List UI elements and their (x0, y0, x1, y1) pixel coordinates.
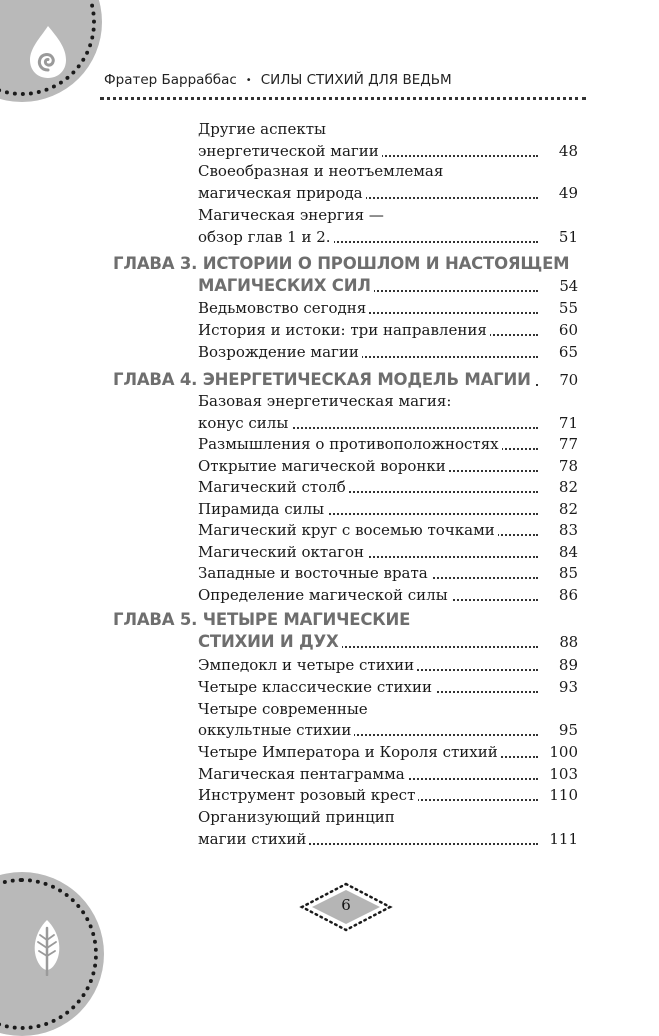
toc-page-number: 65 (542, 341, 578, 363)
toc-entry: Магический столб 82 (198, 478, 578, 496)
page-number: 6 (341, 896, 351, 914)
toc-entry: обзор глав 1 и 2. 51 (198, 228, 578, 246)
toc-page-number: 84 (542, 541, 578, 563)
toc-entry: Пирамида силы 82 (198, 500, 578, 518)
toc-entry: Магическая пентаграмма 103 (198, 765, 578, 783)
toc-page-number: 82 (542, 498, 578, 520)
toc-page-number: 110 (542, 784, 578, 806)
toc-page-number: 70 (542, 368, 578, 392)
toc-page-number: 85 (542, 562, 578, 584)
toc-page-number: 54 (542, 274, 578, 298)
chapter-heading: ГЛАВА 3. ИСТОРИИ О ПРОШЛОМ И НАСТОЯЩЕМ (113, 252, 578, 276)
toc-entry: История и истоки: три направления 60 (198, 321, 578, 339)
toc-entry: Открытие магической воронки 78 (198, 457, 578, 475)
running-head-separator: • (245, 75, 252, 86)
chapter-heading: ГЛАВА 5. ЧЕТЫРЕ МАГИЧЕСКИЕ (113, 608, 578, 632)
toc-entry: энергетической магии 48 (198, 142, 578, 160)
toc-page-number: 83 (542, 519, 578, 541)
toc-page-number: 60 (542, 319, 578, 341)
toc-entry: магии стихий 111 (198, 830, 578, 848)
toc-page-number: 55 (542, 297, 578, 319)
toc-entry: Магический октагон 84 (198, 543, 578, 561)
toc-entry: Определение магической силы 86 (198, 586, 578, 604)
toc-entry: Другие аспекты (198, 120, 326, 138)
toc-entry: Инструмент розовый крест 110 (198, 786, 578, 804)
toc-entry: Магический круг с восемью точками 83 (198, 521, 578, 539)
toc-page-number: 111 (542, 828, 578, 850)
toc-entry: Четыре классические стихии 93 (198, 678, 578, 696)
toc-page-number: 100 (542, 741, 578, 763)
toc-page-number: 71 (542, 412, 578, 434)
toc-page-number: 93 (542, 676, 578, 698)
running-head-author: Фратер Барраббас (104, 72, 237, 88)
toc-entry: Базовая энергетическая магия: (198, 392, 452, 410)
toc-page-number: 103 (542, 763, 578, 785)
toc-page-number: 89 (542, 654, 578, 676)
toc-entry: конус силы 71 (198, 414, 578, 432)
toc-entry: Эмпедокл и четыре стихии 89 (198, 656, 578, 674)
toc-entry: Магическая энергия — (198, 206, 384, 224)
toc-page-number: 51 (542, 226, 578, 248)
toc-entry: Четыре современные (198, 700, 368, 718)
running-head-title: СИЛЫ СТИХИЙ ДЛЯ ВЕДЬМ (260, 72, 452, 88)
toc-entry: Своеобразная и неотъемлемая (198, 162, 444, 180)
toc-entry: магическая природа 49 (198, 184, 578, 202)
chapter-heading: МАГИЧЕСКИХ СИЛ 54 (198, 274, 578, 298)
chapter-heading: ГЛАВА 4. ЭНЕРГЕТИЧЕСКАЯ МОДЕЛЬ МАГИИ 70 (113, 368, 578, 392)
toc-entry: Западные и восточные врата 85 (198, 564, 578, 582)
chapter-heading: СТИХИИ И ДУХ 88 (198, 630, 578, 654)
toc-entry: Четыре Императора и Короля стихий 100 (198, 743, 578, 761)
toc-page-number: 49 (542, 182, 578, 204)
toc-page-number: 88 (542, 630, 578, 654)
toc-page-number: 86 (542, 584, 578, 606)
toc-entry: Возрождение магии 65 (198, 343, 578, 361)
toc-page-number: 82 (542, 476, 578, 498)
toc-page-number: 78 (542, 455, 578, 477)
toc-page-number: 95 (542, 719, 578, 741)
toc-entry: Ведьмовство сегодня 55 (198, 299, 578, 317)
toc-page-number: 48 (542, 140, 578, 162)
toc-page-number: 77 (542, 433, 578, 455)
toc-entry: Размышления о противоположностях 77 (198, 435, 578, 453)
toc-entry: Организующий принцип (198, 808, 395, 826)
toc-entry: оккультные стихии 95 (198, 721, 578, 739)
